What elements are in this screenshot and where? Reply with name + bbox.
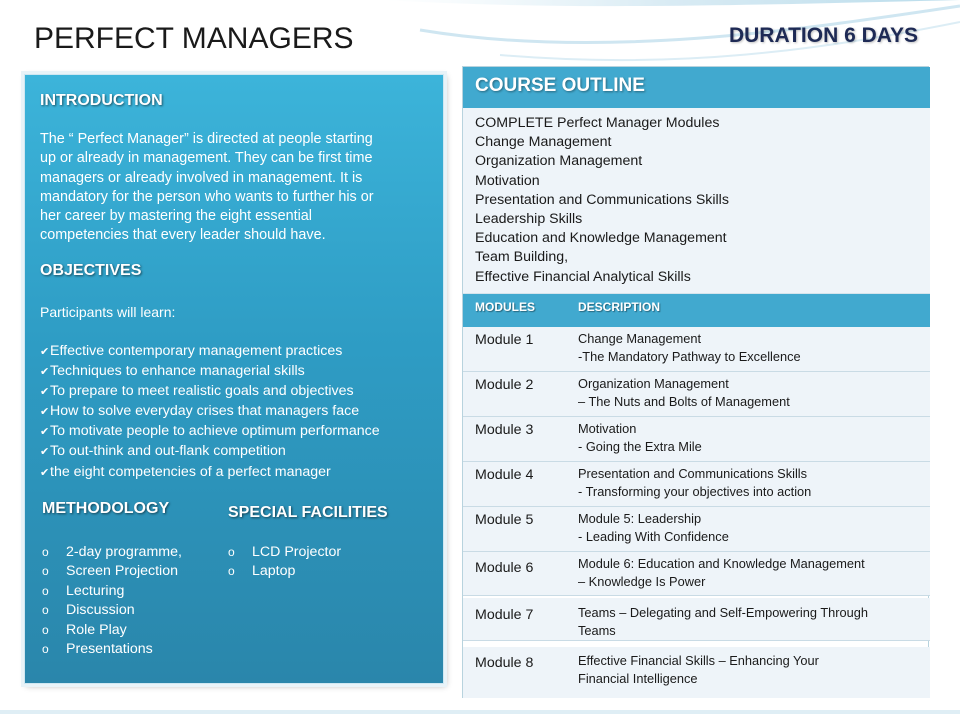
duration-label: DURATION 6 DAYS — [728, 24, 918, 47]
module-description: Change Management -The Mandatory Pathway to Excellence — [578, 331, 801, 364]
list-item: o Presentations — [42, 640, 182, 659]
checkmark-icon: ✔ — [40, 446, 50, 459]
list-item: ✔To motivate people to achieve optimum performance — [40, 422, 440, 442]
table-row — [463, 598, 930, 641]
checkmark-icon: ✔ — [40, 426, 50, 439]
circle-bullet-icon: o — [42, 622, 49, 637]
list-item: ✔Effective contemporary management practices — [40, 342, 440, 362]
modules-table-header — [463, 294, 930, 327]
special-facilities-heading: SPECIAL FACILITIES — [228, 504, 388, 521]
introduction-text — [40, 130, 420, 246]
list-item: o Lecturing — [42, 582, 182, 601]
course-outline-header — [463, 67, 930, 108]
list-item: Team Building, — [475, 249, 569, 266]
circle-bullet-icon: o — [42, 564, 49, 579]
circle-bullet-icon: o — [42, 583, 49, 598]
methodology-heading: METHODOLOGY — [42, 500, 170, 517]
introduction-line: managers or already involved in management. It is — [40, 169, 363, 186]
module-name: Module 7 — [475, 607, 534, 623]
objectives-list — [40, 342, 440, 483]
list-item: Leadership Skills — [475, 211, 583, 228]
list-item: Change Management — [475, 134, 612, 151]
list-item: ✔the eight competencies of a perfect manager — [40, 463, 440, 483]
page-title: PERFECT MANAGERS — [34, 22, 354, 55]
module-description: Effective Financial Skills – Enhancing Your Financial Intelligence — [578, 653, 819, 686]
module-description: Organization Management – The Nuts and Bolts of Management — [578, 376, 790, 409]
introduction-heading: INTRODUCTION — [40, 92, 163, 109]
list-item: Organization Management — [475, 153, 643, 170]
introduction-line: mandatory for the person who wants to further his or — [40, 188, 374, 205]
checkmark-icon: ✔ — [40, 386, 50, 399]
module-name: Module 2 — [475, 377, 534, 393]
list-item: o Role Play — [42, 621, 182, 640]
module-name: Module 4 — [475, 467, 534, 483]
checkmark-icon: ✔ — [40, 346, 50, 358]
module-description: Presentation and Communications Skills - Transforming your objectives into action — [578, 466, 812, 499]
list-item: ✔To out-think and out-flank competition — [40, 442, 440, 462]
list-item: o LCD Projector — [228, 543, 341, 562]
methodology-list — [42, 543, 182, 659]
list-item: o Discussion — [42, 601, 182, 620]
introduction-line: her career by mastering the eight essential — [40, 208, 312, 225]
course-outline-panel — [462, 66, 929, 698]
list-item: Presentation and Communications Skills — [475, 191, 729, 208]
module-name: Module 6 — [475, 560, 534, 576]
module-name: Module 8 — [475, 655, 534, 671]
circle-bullet-icon: o — [228, 545, 235, 559]
introduction-line: The “ Perfect Manager” is directed at people starting — [40, 131, 373, 147]
introduction-line: competencies that every leader should have. — [40, 227, 326, 244]
circle-bullet-icon: o — [42, 642, 49, 657]
left-info-panel — [24, 74, 444, 684]
module-description: Module 6: Education and Knowledge Management – Knowledge Is Power — [578, 556, 865, 589]
list-item: ✔How to solve everyday crises that managers face — [40, 402, 440, 422]
table-row — [463, 647, 930, 698]
list-item: Education and Knowledge Management — [475, 230, 727, 247]
special-facilities-list — [228, 543, 341, 582]
module-name: Module 3 — [475, 422, 534, 438]
module-description: Teams – Delegating and Self-Empowering Through Teams — [578, 605, 868, 638]
introduction-line: up or already in management. They can be first time — [40, 150, 373, 167]
column-header-description: DESCRIPTION — [578, 300, 661, 314]
circle-bullet-icon: o — [42, 603, 49, 618]
module-name: Module 1 — [475, 332, 534, 348]
checkmark-icon: ✔ — [40, 466, 50, 479]
checkmark-icon: ✔ — [40, 366, 50, 379]
table-row — [463, 507, 930, 552]
course-outline-title: COURSE OUTLINE — [475, 75, 645, 96]
circle-bullet-icon: o — [228, 564, 235, 579]
list-item: COMPLETE Perfect Manager Modules — [475, 115, 720, 131]
circle-bullet-icon: o — [42, 545, 49, 559]
objectives-heading: OBJECTIVES — [40, 262, 142, 279]
objectives-lead: Participants will learn: — [40, 304, 176, 320]
table-row — [463, 462, 930, 507]
list-item: Motivation — [475, 172, 540, 189]
list-item: o Screen Projection — [42, 562, 182, 581]
list-item: ✔Techniques to enhance managerial skills — [40, 362, 440, 382]
column-header-modules: MODULES — [475, 300, 535, 314]
list-item: o Laptop — [228, 562, 341, 581]
module-description: Motivation - Going the Extra Mile — [578, 421, 702, 454]
module-name: Module 5 — [475, 512, 534, 528]
table-row — [463, 372, 930, 417]
module-description: Module 5: Leadership - Leading With Confidence — [578, 511, 729, 544]
table-row — [463, 552, 930, 596]
table-row — [463, 417, 930, 462]
course-outline-body — [463, 108, 930, 294]
list-item: Effective Financial Analytical Skills — [475, 268, 691, 285]
checkmark-icon: ✔ — [40, 406, 50, 419]
list-item: ✔To prepare to meet realistic goals and objectives — [40, 382, 440, 402]
list-item: o 2-day programme, — [42, 543, 182, 562]
table-row — [463, 327, 930, 372]
course-outline-list — [475, 114, 729, 287]
